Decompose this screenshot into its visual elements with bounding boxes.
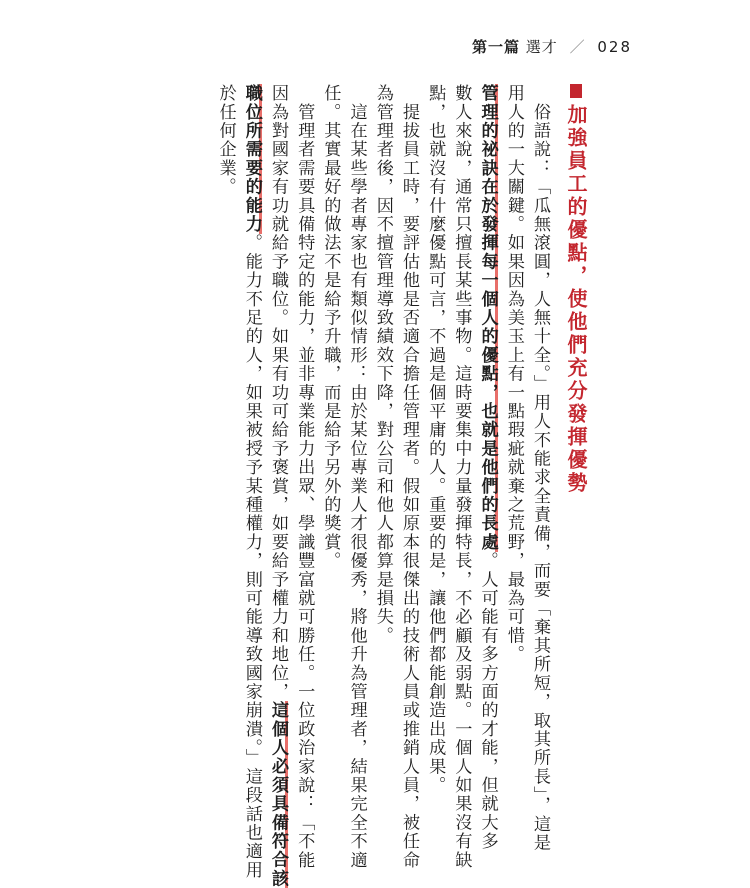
part-label: 第一篇 bbox=[471, 38, 520, 56]
text-column bbox=[449, 84, 473, 869]
highlighted-text: 管理的祕訣在於發揮每一個人的優點，也就是他們的長處 bbox=[477, 84, 498, 552]
text-column bbox=[345, 84, 369, 869]
highlighted-text: 這個人必須具備符合該 bbox=[268, 701, 288, 888]
title-marker-bar bbox=[570, 84, 582, 98]
header-separator: ／ bbox=[569, 38, 586, 56]
text-column bbox=[240, 84, 264, 880]
body-text-segment: 。能力不足的人，如果被授予某種權力，則可能導致國家崩潰。」這段話也適用 bbox=[241, 233, 262, 880]
text-column bbox=[318, 84, 342, 570]
body-text-segment: 提拔員工時，要評估他是否適合擔任管理者。假如原本很傑出的技術人員或推銷人員，被任命 bbox=[399, 84, 419, 870]
text-column bbox=[214, 84, 238, 196]
body-text-segment: 用人的一大關鍵。如果因為美玉上有一點瑕疵就棄之荒野，最為可惜。 bbox=[503, 84, 524, 664]
text-column bbox=[397, 84, 421, 869]
text-column bbox=[476, 84, 500, 851]
body-text-segment: 俗語說：「瓜無滾圓，人無十全。」用人不能求全責備，而要「棄其所短，取其所長」，這是 bbox=[530, 84, 550, 853]
body-text-segment: 於任何企業。 bbox=[215, 84, 236, 197]
body-text-segment: 數人來說，通常只擅長某些事物。這時要集中力量發揮特長，不必顧及弱點。一個人如果沒有缺 bbox=[451, 84, 472, 870]
running-header bbox=[472, 36, 632, 57]
section-title-text: 加強員工的優點，使他們充分發揮優勢 bbox=[564, 104, 588, 495]
text-column bbox=[292, 84, 316, 869]
body-text-segment: 為管理者後，因不擅管理導致績效下降，對公司和他人都算是損失。 bbox=[372, 84, 393, 645]
text-column bbox=[371, 84, 395, 645]
body-text-segment: 因為對國家有功就給予職位。如果有功可給予褒賞，如要給予權力和地位， bbox=[268, 84, 288, 702]
page-number: 028 bbox=[597, 38, 632, 56]
body-text-segment: 這在某些學者專家也有類似情形：由於某位專業人才很優秀，將他升為管理者，結果完全不適 bbox=[346, 84, 367, 870]
text-column bbox=[528, 84, 552, 852]
section-title bbox=[560, 84, 590, 495]
body-text-segment: 任。其實最好的做法不是給予升職，而是給予另外的獎賞。 bbox=[320, 84, 341, 571]
text-column bbox=[423, 84, 447, 795]
body-text-segment: 管理者需要具備特定的能力，並非專業能力出眾、學識豐富就可勝任。一位政治家說：「不能 bbox=[294, 84, 315, 870]
body-text-segment: 點，也就沒有什麼優點可言，不過是個平庸的人。重要的是，讓他們都能創造出成果。 bbox=[425, 84, 446, 795]
text-column bbox=[502, 84, 526, 664]
text-column bbox=[266, 84, 290, 888]
chapter-label: 選才 bbox=[525, 38, 558, 56]
highlighted-text: 職位所需要的能力 bbox=[241, 84, 262, 234]
body-text-segment: 。人可能有多方面的才能，但就大多 bbox=[477, 551, 498, 851]
